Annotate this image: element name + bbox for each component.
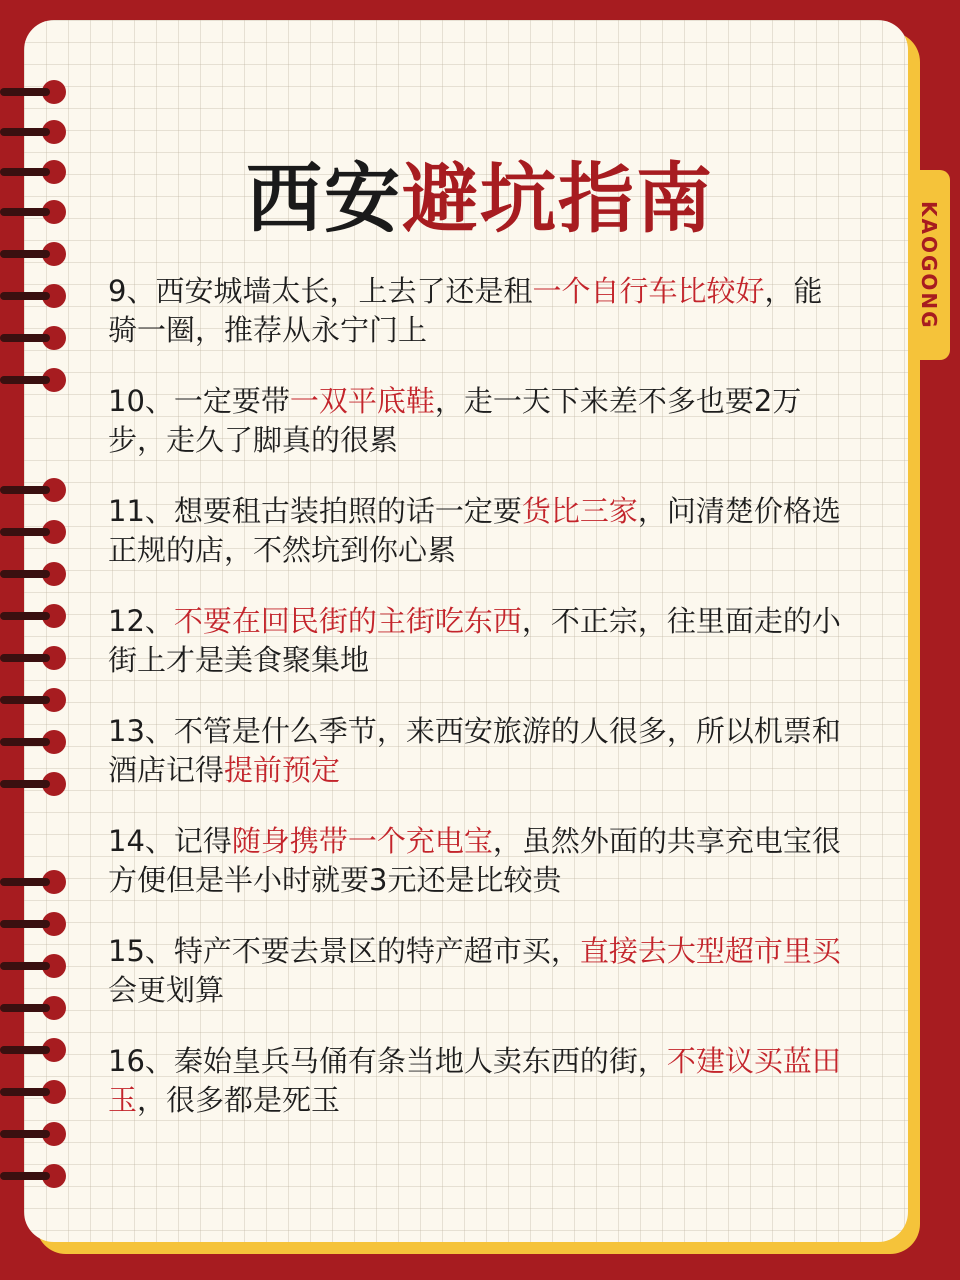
binding-ring (0, 368, 68, 392)
tip-text: 11、想要租古装拍照的话一定要 (108, 494, 522, 528)
tip-item (108, 932, 848, 1010)
binding-ring (0, 326, 68, 350)
binding-ring (0, 912, 68, 936)
tip-highlight: 随身携带一个充电宝 (231, 824, 493, 858)
title-red-part: 避坑指南 (402, 154, 714, 243)
tip-highlight: 直接去大型超市里买 (579, 934, 841, 968)
binding-ring (0, 1164, 68, 1188)
tip-item (108, 272, 848, 350)
binding-ring (0, 1080, 68, 1104)
tip-text: 16、秦始皇兵马俑有条当地人卖东西的街， (108, 1044, 667, 1078)
binding-ring (0, 996, 68, 1020)
tip-highlight: 不建议买蓝田玉 (108, 1044, 841, 1117)
binding-ring (0, 730, 68, 754)
tip-item (108, 1042, 848, 1120)
binding-ring (0, 646, 68, 670)
binding-ring (0, 870, 68, 894)
tip-text: ，问清楚价格选正规的店，不然坑到你心累 (108, 494, 841, 567)
tip-text: 15、特产不要去景区的特产超市买， (108, 934, 580, 968)
tip-text: 13、不管是什么季节，来西安旅游的人很多，所以机票和酒店记得 (108, 714, 841, 787)
tip-highlight: 一个自行车比较好 (532, 274, 765, 308)
binding-ring (0, 80, 68, 104)
tip-item (108, 382, 848, 460)
tip-item (108, 712, 848, 790)
binding-ring (0, 954, 68, 978)
tip-item (108, 492, 848, 570)
tip-text: 14、记得 (108, 824, 232, 858)
tip-highlight: 一双平底鞋 (289, 384, 435, 418)
page-title (0, 138, 960, 247)
binding-ring (0, 772, 68, 796)
binding-ring (0, 284, 68, 308)
tip-item (108, 822, 848, 900)
binding-ring (0, 604, 68, 628)
tip-text: ，不正宗，往里面走的小街上才是美食聚集地 (108, 604, 841, 677)
tip-item (108, 602, 848, 680)
binding-ring (0, 1038, 68, 1062)
title-black-part: 西安 (246, 154, 402, 243)
binding-ring (0, 562, 68, 586)
tip-text: 10、一定要带 (108, 384, 290, 418)
binding-ring (0, 478, 68, 502)
tip-text: ，虽然外面的共享充电宝很方便但是半小时就要3元还是比较贵 (108, 824, 841, 897)
tip-text: ，很多都是死玉 (137, 1083, 341, 1117)
tip-text: 12、 (108, 604, 174, 638)
tip-text: ，能骑一圈，推荐从永宁门上 (108, 274, 823, 347)
side-tab-label: KAOGONG (917, 200, 941, 330)
tip-text: ，走一天下来差不多也要2万步，走久了脚真的很累 (108, 384, 802, 457)
binding-ring (0, 520, 68, 544)
tip-text: 会更划算 (108, 973, 225, 1007)
tip-highlight: 不要在回民街的主街吃东西 (173, 604, 522, 638)
tip-text: 9、西安城墙太长，上去了还是租 (108, 274, 533, 308)
tip-highlight: 货比三家 (521, 494, 638, 528)
tip-highlight: 提前预定 (224, 753, 341, 787)
tips-list (108, 272, 848, 1152)
binding-ring (0, 1122, 68, 1146)
binding-ring (0, 688, 68, 712)
